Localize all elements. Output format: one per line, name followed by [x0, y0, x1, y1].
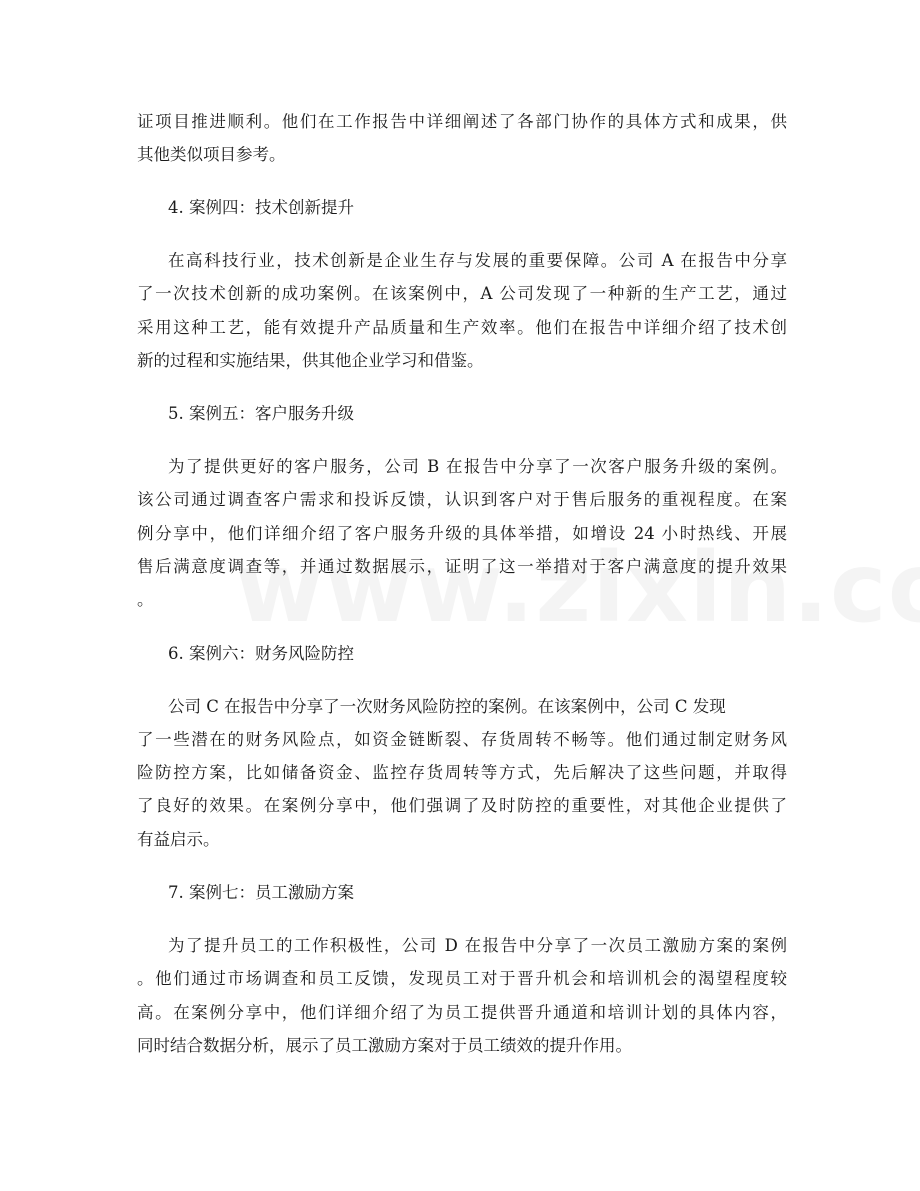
paragraph-line: 。 — [137, 590, 154, 609]
watermark — [235, 532, 695, 642]
section-heading-case-7: 7. 案例七：员工激励方案 — [168, 883, 354, 902]
paragraph-line: 例分享中，他们详细介绍了客户服务升级的具体举措，如增设 24 小时热线、开展 — [137, 524, 787, 543]
paragraph-line: 新的过程和实施结果，供其他企业学习和借鉴。 — [137, 351, 484, 370]
paragraph-line: 在高科技行业，技术创新是企业生存与发展的重要保障。公司 A 在报告中分享 — [168, 251, 787, 270]
paragraph-line: 。他们通过市场调查和员工反馈，发现员工对于晋升机会和培训机会的渴望程度较 — [137, 969, 787, 988]
section-heading-case-4: 4. 案例四：技术创新提升 — [168, 198, 354, 217]
paragraph-line: 险防控方案，比如储备资金、监控存货周转等方式，先后解决了这些问题，并取得 — [137, 763, 787, 782]
paragraph-line: 公司 C 在报告中分享了一次财务风险防控的案例。在该案例中，公司 C 发现 — [168, 697, 726, 716]
paragraph-line: 为了提升员工的工作积极性，公司 D 在报告中分享了一次员工激励方案的案例 — [168, 936, 787, 955]
paragraph-line: 证项目推进顺利。他们在工作报告中详细阐述了各部门协作的具体方式和成果，供 — [137, 112, 787, 131]
paragraph-line: 了一些潜在的财务风险点，如资金链断裂、存货周转不畅等。他们通过制定财务风 — [137, 730, 787, 749]
paragraph-line: 其他类似项目参考。 — [137, 145, 286, 164]
paragraph-line: 售后满意度调查等，并通过数据展示，证明了这一举措对于客户满意度的提升效果 — [137, 557, 787, 576]
paragraph-line: 同时结合数据分析，展示了员工激励方案对于员工绩效的提升作用。 — [137, 1036, 632, 1055]
paragraph-line: 了一次技术创新的成功案例。在该案例中，A 公司发现了一种新的生产工艺，通过 — [137, 284, 787, 303]
paragraph-line: 该公司通过调查客户需求和投诉反馈，认识到客户对于售后服务的重视程度。在案 — [137, 490, 787, 509]
paragraph-line: 有益启示。 — [137, 830, 220, 849]
paragraph-line: 为了提供更好的客户服务，公司 B 在报告中分享了一次客户服务升级的案例。 — [168, 457, 787, 476]
paragraph-line: 了良好的效果。在案例分享中，他们强调了及时防控的重要性，对其他企业提供了 — [137, 796, 787, 815]
paragraph-line: 高。在案例分享中，他们详细介绍了为员工提供晋升通道和培训计划的具体内容， — [137, 1003, 787, 1022]
section-heading-case-6: 6. 案例六：财务风险防控 — [168, 644, 354, 663]
paragraph-line: 采用这种工艺，能有效提升产品质量和生产效率。他们在报告中详细介绍了技术创 — [137, 318, 787, 337]
section-heading-case-5: 5. 案例五：客户服务升级 — [168, 404, 354, 423]
